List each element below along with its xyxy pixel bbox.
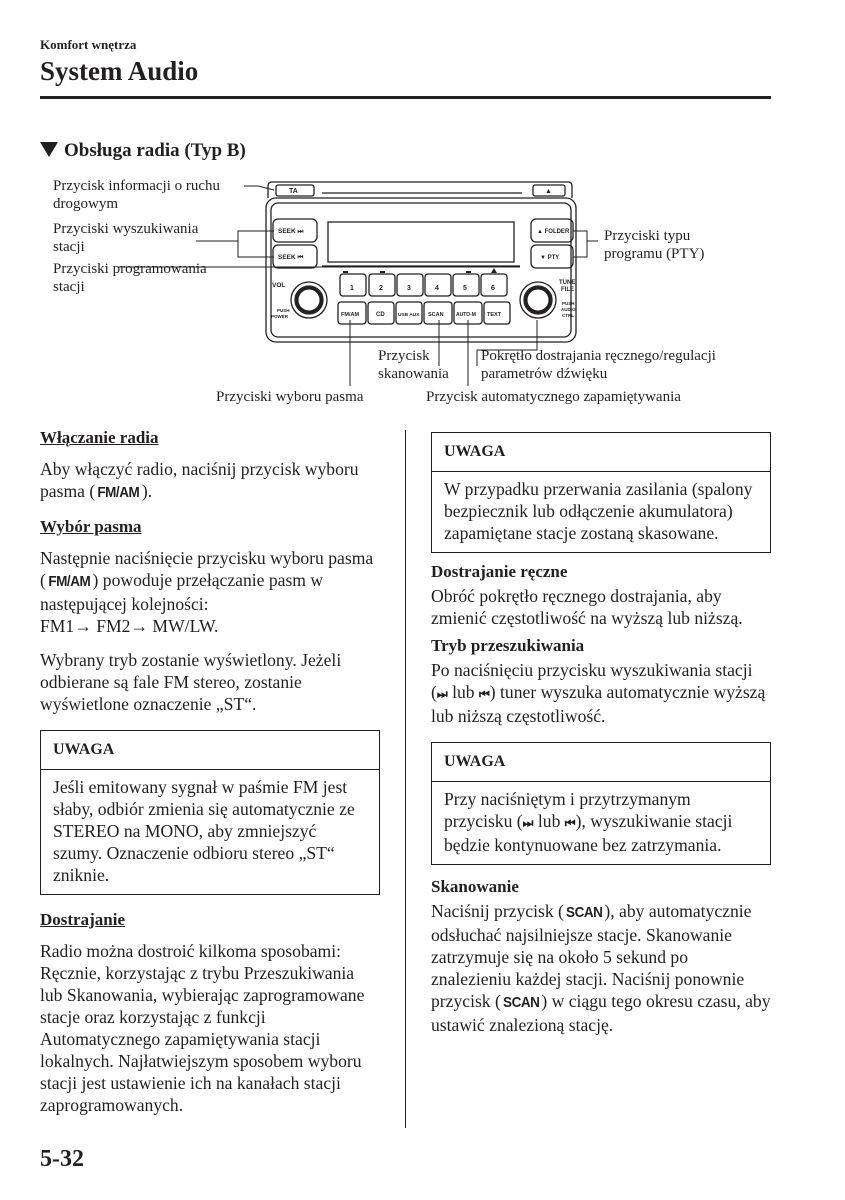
text-segment: Po naciśnięciu przycisku wyszukiwania stacji ( [431, 660, 753, 702]
paragraph-tuning: Radio można dostroić kilkoma sposobami: Ręcznie, korzystając z trybu Przeszukiwania lub Skanowania, wybierając zaprogramowane stacje oraz korzystając z funkcji Automatycznego zapamiętywania stacji lokalnych. Najłatwiejszym sposobem wyboru stacji jest ustawienie ich na kanałach stacji zaprogramowanych. [40, 941, 365, 1115]
page-number: 5-32 [40, 1146, 84, 1172]
fm-am-key-glyph: FM/AM [48, 573, 91, 590]
heading-manual-tuning: Dostrajanie ręczne [431, 562, 568, 581]
fm-am-label: FM/AM [341, 312, 360, 318]
heading-tuning: Dostrajanie [40, 910, 125, 929]
scan-key-glyph: SCAN [502, 994, 540, 1011]
preset-label-4: 4 [435, 285, 439, 292]
ta-label: TA [289, 188, 298, 195]
note-text: W przypadku przerwania zasilania (spalony bezpiecznik lub odłączenie akumulatora) zapamiętane stacje zostaną skasowane. [444, 479, 753, 543]
text-label: TEXT [487, 312, 502, 318]
text-segment: ), wyszukiwanie stacji będzie kontynuowane bez zatrzymania. [444, 811, 733, 855]
callout-traffic-info: Przycisk informacji o ruchu drogowym [53, 178, 221, 212]
push-audio-label-1: PUSH [562, 301, 575, 306]
preset-label-1: 1 [350, 285, 354, 292]
note-box-stereo [40, 730, 380, 895]
note-box-seek-hold [431, 742, 771, 865]
text-segment: ) tuner wyszuka automatycznie wyższą lub niższą częstotliwość. [431, 682, 766, 726]
text-segment: lub [447, 682, 479, 702]
callout-band: Przyciski wyboru pasma [216, 389, 364, 405]
note-box-power [431, 432, 771, 553]
text-segment: Naciśnij przycisk ( [431, 901, 564, 921]
push-audio-label-2: AUDIO [561, 307, 576, 312]
note-title: UWAGA [41, 731, 379, 770]
fm-am-key-glyph: FM/AM [97, 484, 140, 501]
column-divider [405, 430, 406, 1128]
paragraph-display: Wybrany tryb zostanie wyświetlony. Jeżeli odbierane są fale FM stereo, zostanie wyświetlone oznaczenie „ST“. [40, 650, 342, 714]
push-label: PUSH [277, 308, 290, 313]
subsection-title: Obsługa radia (Typ B) [64, 140, 246, 161]
pty-label: ▼ PTY [540, 255, 560, 261]
paragraph-band [40, 547, 380, 615]
paragraph-seek-mode [431, 659, 771, 727]
text-segment: ) w ciągu tego okresu czasu, aby ustawić znalezioną stację. [431, 991, 771, 1035]
seek-next-icon: ⏭ [522, 816, 534, 830]
note-title: UWAGA [432, 433, 770, 472]
eject-label: ▲ [545, 188, 552, 195]
seek-down-label: SEEK ⏮ [278, 254, 304, 261]
preset-label-6: 6 [491, 285, 495, 292]
preset-label-5: 5 [463, 285, 467, 292]
text-segment: lub [533, 811, 565, 831]
text-segment: ). [141, 481, 153, 501]
vol-label: VOL [272, 282, 286, 289]
file-label: FILE [561, 287, 574, 293]
heading-band: Wybór pasma [40, 517, 142, 536]
left-column [40, 427, 380, 1116]
right-column [431, 432, 771, 1036]
callout-tune-knob: Pokrętło dostrajania ręcznego/regulacji parametrów dźwięku [481, 348, 716, 382]
text-segment: ) powoduje przełączanie pasm w następującej kolejności: [40, 570, 324, 614]
text-segment: Przy naciśniętym i przytrzymanym przycisku ( [444, 789, 691, 831]
heading-seek-mode: Tryb przeszukiwania [431, 636, 585, 655]
note-text [432, 782, 770, 864]
paragraph-scan [431, 900, 771, 1036]
callout-scan: Przycisk skanowania [378, 348, 449, 382]
seek-prev-icon: ⏮ [564, 816, 576, 830]
callout-preset: Przyciski programowania stacji [53, 261, 207, 295]
seek-next-icon: ⏭ [436, 687, 448, 701]
text-segment: Następnie naciśnięcie przycisku wyboru pasma ( [40, 548, 374, 590]
seek-up-label: SEEK ⏭ [278, 228, 304, 235]
folder-label: ▲ FOLDER [537, 229, 570, 235]
note-text: Jeśli emitowany sygnał w paśmie FM jest słaby, odbiór zmienia się automatycznie ze STEREO na MONO, aby zmniejszyć szumy. Oznaczenie odbioru stereo „ST“ zniknie. [53, 777, 355, 885]
paragraph-radio-on [40, 458, 380, 504]
usb-aux-label: USB AUX [398, 313, 420, 318]
note-title: UWAGA [432, 743, 770, 782]
preset-label-2: 2 [379, 285, 383, 292]
band-sequence: FM1→ FM2→ MW/LW. [40, 616, 219, 636]
callout-auto-memory: Przycisk automatycznego zapamiętywania [426, 389, 681, 405]
seek-prev-icon: ⏮ [478, 687, 490, 701]
scan-label: SCAN [428, 312, 444, 318]
heading-scan: Skanowanie [431, 877, 519, 896]
text-segment: ), aby automatycznie odsłuchać najsilniejsze stacje. Skanowanie zatrzymuje się na około 5 sekund po znalezieniu każdej stacji. Naciśnij ponownie przycisk ( [431, 901, 752, 1011]
paragraph-manual-tuning: Obróć pokrętło ręcznego dostrajania, aby zmienić częstotliwość na wyższą lub niższą. [431, 586, 743, 628]
auto-m-label: AUTO-M [456, 312, 476, 318]
tune-label: TUNE [559, 280, 576, 286]
cd-label: CD [376, 312, 385, 318]
page-title: System Audio [40, 56, 199, 86]
callout-seek: Przyciski wyszukiwania stacji [53, 221, 199, 255]
power-label: POWER [271, 314, 289, 319]
section-label: Komfort wnętrza [40, 37, 137, 52]
heading-radio-on: Włączanie radia [40, 428, 159, 447]
text-segment: Aby włączyć radio, naciśnij przycisk wyboru pasma ( [40, 459, 359, 501]
scan-key-glyph: SCAN [565, 904, 603, 921]
callout-pty: Przyciski typu programu (PTY) [604, 228, 705, 262]
push-audio-label-3: CTRL [562, 313, 574, 318]
preset-label-3: 3 [407, 285, 411, 292]
